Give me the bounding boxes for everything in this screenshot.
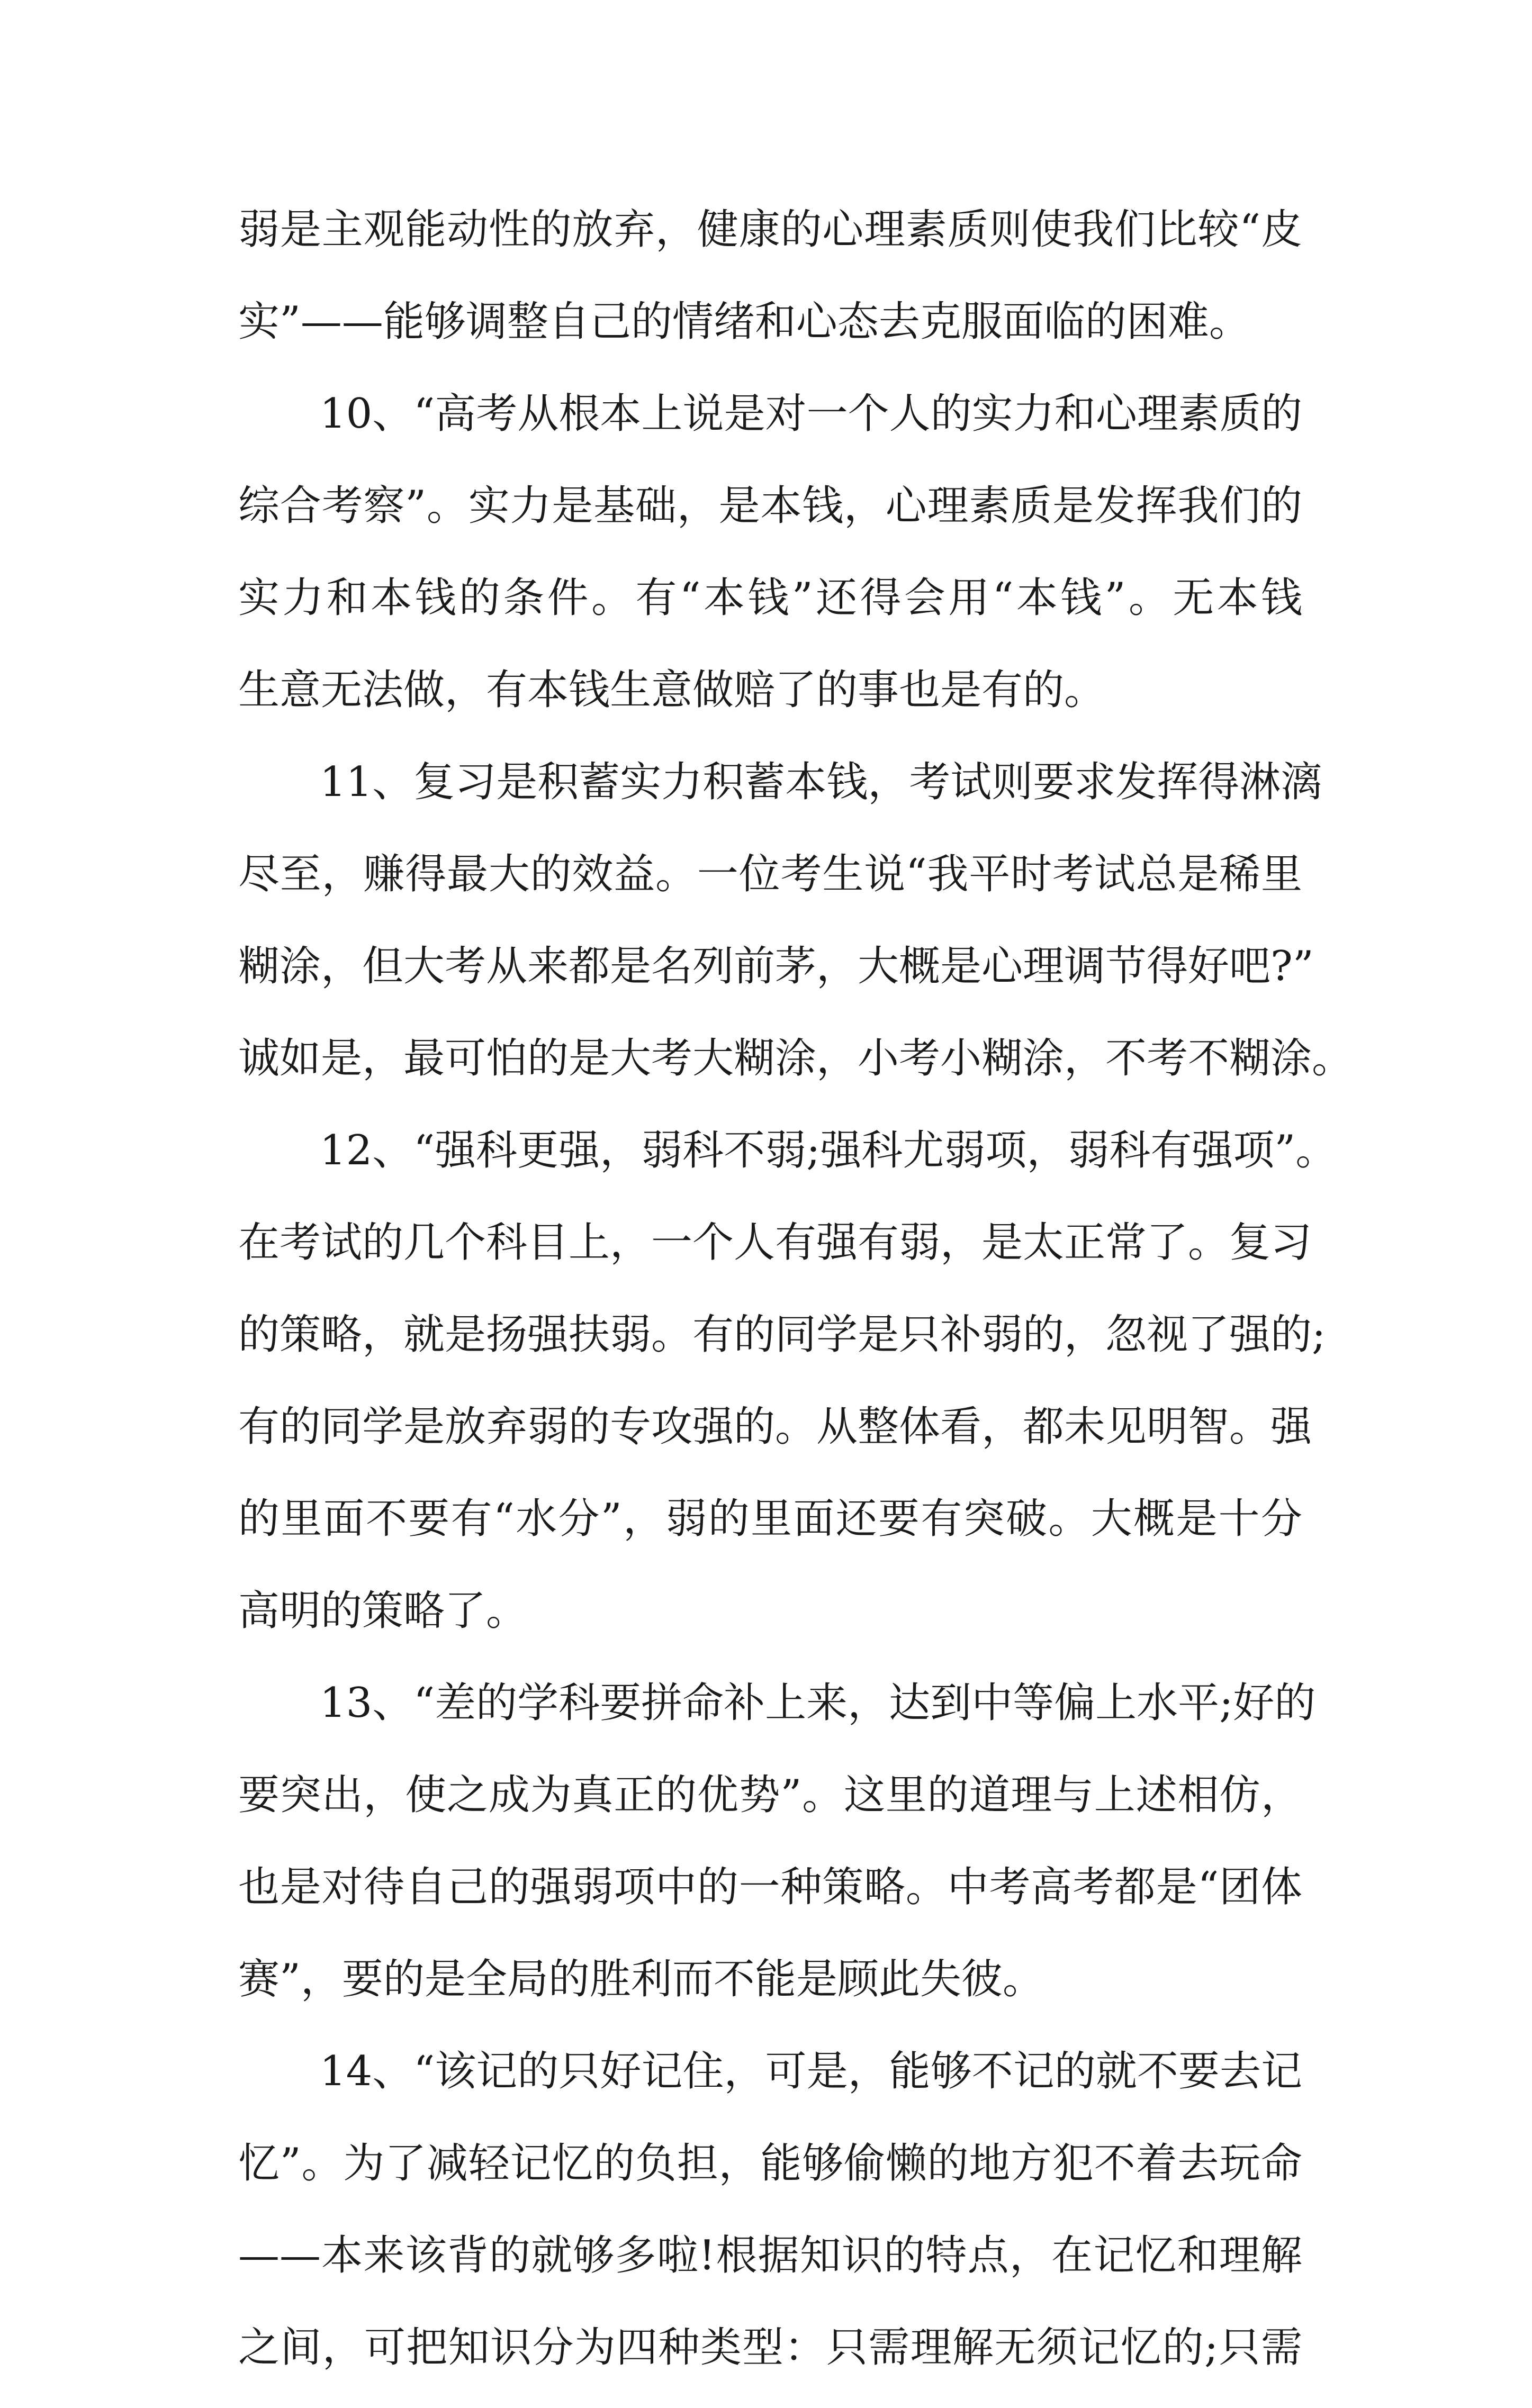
text-line: 高明的策略了。 [238, 1587, 528, 1635]
document-body [238, 198, 1354, 2408]
text-line: 赛”，要的是全局的胜利而不能是顾此失彼。 [238, 1956, 1044, 2003]
text-line: 实力和本钱的条件。有“本钱”还得会用“本钱”。无本钱 [238, 574, 1302, 622]
text-line: 尽至，赚得最大的效益。一位考生说“我平时考试总是稀里 [238, 850, 1302, 898]
text-line: 的里面不要有“水分”，弱的里面还要有突破。大概是十分 [238, 1495, 1302, 1543]
text-line: 弱是主观能动性的放弃，健康的心理素质则使我们比较“皮 [238, 206, 1302, 254]
text-line: 诚如是，最可怕的是大考大糊涂，小考小糊涂，不考不糊涂。 [238, 1035, 1354, 1082]
paragraph-11-start: 11、复习是积蓄实力积蓄本钱，考试则要求发挥得淋漓 [320, 758, 1322, 806]
text-line: 的策略，就是扬强扶弱。有的同学是只补弱的，忽视了强的; [238, 1311, 1326, 1359]
text-line: 要突出，使之成为真正的优势”。这里的道理与上述相仿， [238, 1771, 1302, 1819]
text-line: 忆”。为了减轻记忆的负担，能够偷懒的地方犯不着去玩命 [238, 2140, 1302, 2187]
text-line: 糊涂，但大考从来都是名列前茅，大概是心理调节得好吧?” [238, 943, 1314, 990]
text-line: 生意无法做，有本钱生意做赔了的事也是有的。 [238, 666, 1106, 714]
text-line: 有的同学是放弃弱的专攻强的。从整体看，都未见明智。强 [238, 1403, 1312, 1451]
text-line: ——本来该背的就够多啦!根据知识的特点，在记忆和理解 [238, 2232, 1302, 2279]
paragraph-12-start: 12、“强科更强，弱科不弱;强科尤弱项，弱科有强项”。 [320, 1127, 1337, 1174]
paragraph-13-start: 13、“差的学科要拼命补上来，达到中等偏上水平;好的 [320, 1679, 1316, 1727]
text-line: 综合考察”。实力是基础，是本钱，心理素质是发挥我们的 [238, 482, 1302, 530]
text-line: 也是对待自己的强弱项中的一种策略。中考高考都是“团体 [238, 1863, 1302, 1911]
paragraph-14-start: 14、“该记的只好记住，可是，能够不记的就不要去记 [320, 2048, 1302, 2095]
text-line: 在考试的几个科目上，一个人有强有弱，是太正常了。复习 [238, 1219, 1312, 1266]
text-line: 之间，可把知识分为四种类型：只需理解无须记忆的;只需 [238, 2324, 1302, 2371]
paragraph-10-start: 10、“高考从根本上说是对一个人的实力和心理素质的 [320, 390, 1302, 438]
text-line: 实”——能够调整自己的情绪和心态去克服面临的困难。 [238, 298, 1250, 346]
